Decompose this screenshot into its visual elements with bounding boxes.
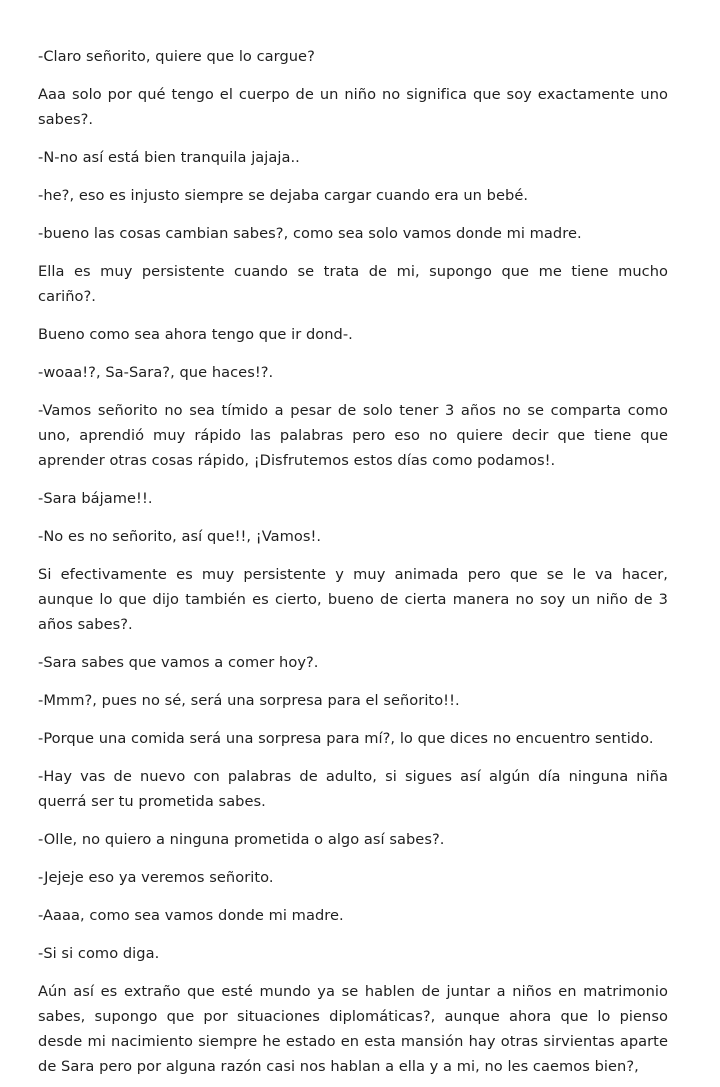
paragraph: Aún así es extraño que esté mundo ya se hablen de juntar a niños en matrimonio sabes, supongo que por situaciones diplomáticas?, aunque ahora que lo pienso desde mi nacimiento siempre he estado en esta mansión hay otras sirvientas aparte de Sara pero por alguna razón casi nos hablan a ella y a mi, no les caemos bien?, [38, 983, 668, 1075]
paragraph: -Aaaa, como sea vamos donde mi madre. [38, 907, 344, 924]
paragraph: -Sara sabes que vamos a comer hoy?. [38, 654, 319, 671]
paragraph: -Claro señorito, quiere que lo cargue? [38, 48, 315, 65]
paragraph: -N-no así está bien tranquila jajaja.. [38, 149, 300, 166]
paragraph: -he?, eso es injusto siempre se dejaba cargar cuando era un bebé. [38, 187, 529, 204]
paragraph: Si efectivamente es muy persistente y muy animada pero que se le va hacer, aunque lo que dijo también es cierto, bueno de cierta manera no soy un niño de 3 años sabes?. [38, 566, 668, 633]
paragraph: -Sara bájame!!. [38, 490, 153, 507]
paragraph: Ella es muy persistente cuando se trata de mi, supongo que me tiene mucho cariño?. [38, 263, 668, 305]
paragraph: -Si si como diga. [38, 945, 160, 962]
paragraph: -No es no señorito, así que!!, ¡Vamos!. [38, 528, 322, 545]
paragraph: -bueno las cosas cambian sabes?, como sea solo vamos donde mi madre. [38, 225, 582, 242]
paragraph: -Olle, no quiero a ninguna prometida o algo así sabes?. [38, 831, 445, 848]
paragraph: -Porque una comida será una sorpresa para mí?, lo que dices no encuentro sentido. [38, 730, 654, 747]
paragraph: Aaa solo por qué tengo el cuerpo de un niño no significa que soy exactamente uno sabes?. [38, 86, 668, 128]
paragraph: -Hay vas de nuevo con palabras de adulto, si sigues así algún día ninguna niña querrá ser tu prometida sabes. [38, 768, 668, 810]
paragraph: -Jejeje eso ya veremos señorito. [38, 869, 274, 886]
paragraph: Bueno como sea ahora tengo que ir dond-. [38, 326, 353, 343]
paragraph: -woaa!?, Sa-Sara?, que haces!?. [38, 364, 274, 381]
paragraph: -Vamos señorito no sea tímido a pesar de solo tener 3 años no se comparta como uno, aprendió muy rápido las palabras pero eso no quiere decir que tiene que aprender otras cosas rápido, ¡Disfrutemos estos días como podamos!. [38, 402, 668, 469]
paragraph: -Mmm?, pues no sé, será una sorpresa para el señorito!!. [38, 692, 460, 709]
